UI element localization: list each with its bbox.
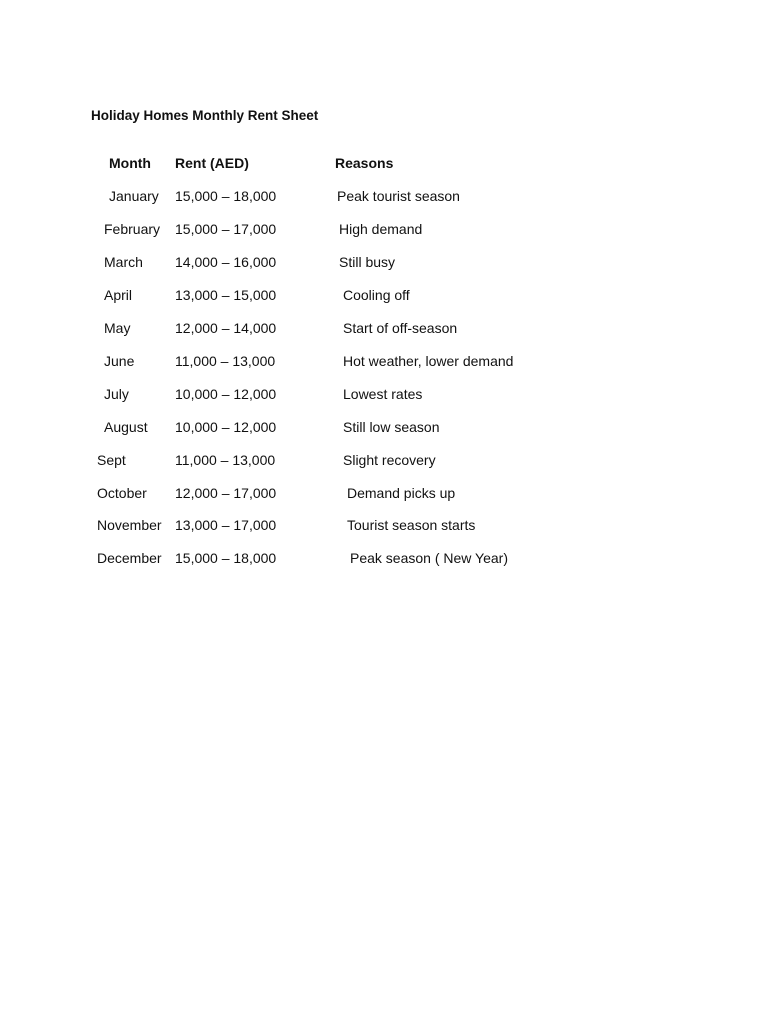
table-row [0, 353, 768, 373]
column-header-month: Month [109, 155, 151, 171]
rent-cell: 13,000 – 15,000 [175, 287, 277, 303]
column-header-rent: Rent (AED) [175, 155, 249, 171]
column-header-reasons: Reasons [335, 155, 394, 171]
month-cell: January [109, 188, 159, 204]
rent-cell: 14,000 – 16,000 [175, 254, 277, 270]
month-cell: August [104, 419, 148, 435]
reason-cell: Slight recovery [343, 452, 436, 468]
table-row [0, 485, 768, 505]
month-cell: November [97, 517, 162, 533]
rent-cell: 11,000 – 13,000 [175, 353, 276, 369]
reason-cell: Start of off-season [343, 320, 458, 336]
reason-cell: Still busy [339, 254, 396, 270]
rent-cell: 12,000 – 14,000 [175, 320, 277, 336]
table-row [0, 419, 768, 439]
rent-cell: 15,000 – 18,000 [175, 550, 277, 566]
rent-cell: 15,000 – 17,000 [175, 221, 277, 237]
table-row [0, 254, 768, 274]
month-cell: February [104, 221, 161, 237]
table-row [0, 550, 768, 570]
reason-cell: Peak season ( New Year) [350, 550, 508, 566]
month-cell: Sept [97, 452, 126, 468]
table-row [0, 452, 768, 472]
month-cell: May [104, 320, 131, 336]
month-cell: April [104, 287, 133, 303]
table-row [0, 320, 768, 340]
reason-cell: Demand picks up [347, 485, 456, 501]
month-cell: June [104, 353, 135, 369]
reason-cell: Lowest rates [343, 386, 423, 402]
month-cell: December [97, 550, 162, 566]
reason-cell: High demand [339, 221, 423, 237]
page-title: Holiday Homes Monthly Rent Sheet [91, 108, 319, 123]
reason-cell: Hot weather, lower demand [343, 353, 514, 369]
rent-cell: 10,000 – 12,000 [175, 386, 277, 402]
rent-cell: 10,000 – 12,000 [175, 419, 277, 435]
table-row [0, 287, 768, 307]
table-row [0, 188, 768, 208]
month-cell: July [104, 386, 129, 402]
month-cell: October [97, 485, 147, 501]
table-row [0, 517, 768, 537]
rent-cell: 12,000 – 17,000 [175, 485, 277, 501]
reason-cell: Peak tourist season [337, 188, 460, 204]
table-row [0, 386, 768, 406]
rent-cell: 11,000 – 13,000 [175, 452, 276, 468]
month-cell: March [104, 254, 143, 270]
table-row [0, 221, 768, 241]
reason-cell: Cooling off [343, 287, 410, 303]
reason-cell: Tourist season starts [347, 517, 476, 533]
reason-cell: Still low season [343, 419, 440, 435]
rent-cell: 13,000 – 17,000 [175, 517, 277, 533]
rent-cell: 15,000 – 18,000 [175, 188, 277, 204]
